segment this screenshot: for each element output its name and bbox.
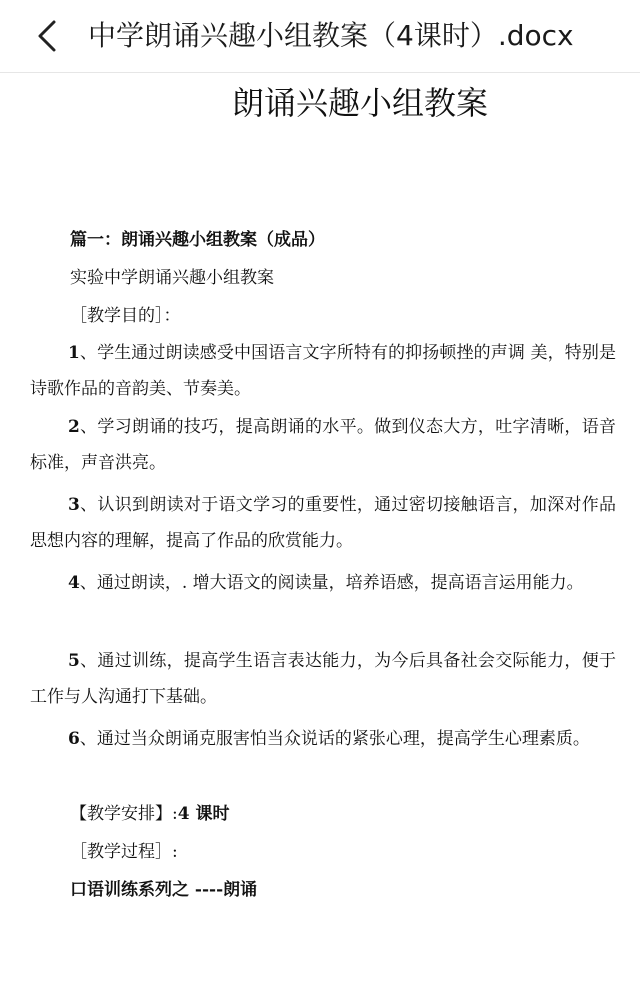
- objective-item: [30, 335, 616, 407]
- section-heading: 篇一：朗诵兴趣小组教案（成品）: [70, 230, 325, 250]
- chevron-left-icon: [34, 18, 62, 54]
- file-title: 中学朗诵兴趣小组教案（4课时）.docx: [88, 19, 574, 52]
- objective-text: 、认识到朗读对于语文学习的重要性，通过密切接触语言，加深对作品思想内容的理解，提高了作品的欣赏能力。: [30, 495, 616, 551]
- series-heading: 口语训练系列之 ----朗诵: [70, 880, 258, 900]
- objective-number: 2: [68, 417, 80, 437]
- objective-item: [30, 565, 616, 601]
- objective-number: 4: [68, 573, 80, 593]
- objective-item: [30, 487, 616, 559]
- objective-number: 3: [68, 495, 80, 515]
- objective-text: 、通过朗读，. 增大语文的阅读量，培养语感，提高语言运用能力。: [79, 573, 584, 593]
- objective-text: 、通过训练，提高学生语言表达能力，为今后具备社会交际能力，便于工作与人沟通打下基础。: [30, 651, 616, 707]
- objective-text: 、学习朗诵的技巧，提高朗诵的水平。做到仪态大方，吐字清晰，语音标准，声音洪亮。: [30, 417, 616, 473]
- objective-text: 、学生通过朗读感受中国语言文字所特有的抑扬顿挫的声调 美，特别是诗歌作品的音韵美、节奏美。: [30, 343, 616, 399]
- objective-item: [30, 721, 616, 757]
- document-subtitle: 实验中学朗诵兴趣小组教案: [70, 268, 274, 288]
- document-viewer[interactable]: [0, 73, 640, 1000]
- schedule-value: 4 课时: [177, 804, 230, 824]
- document-title: 朗诵兴趣小组教案: [231, 84, 488, 122]
- objective-number: 5: [68, 651, 80, 671]
- objective-item: [30, 643, 616, 715]
- objectives-label: ［教学目的］：: [70, 306, 181, 326]
- top-bar: [0, 0, 640, 73]
- objective-number: 1: [68, 343, 80, 363]
- back-button[interactable]: [24, 12, 72, 60]
- objective-item: [30, 409, 616, 481]
- process-label: ［教学过程］:: [70, 842, 178, 862]
- schedule-label: 【教学安排】:: [70, 804, 178, 824]
- schedule-line: [70, 801, 229, 827]
- objective-text: 、通过当众朗诵克服害怕当众说话的紧张心理，提高学生心理素质。: [79, 729, 590, 749]
- objective-number: 6: [68, 729, 80, 749]
